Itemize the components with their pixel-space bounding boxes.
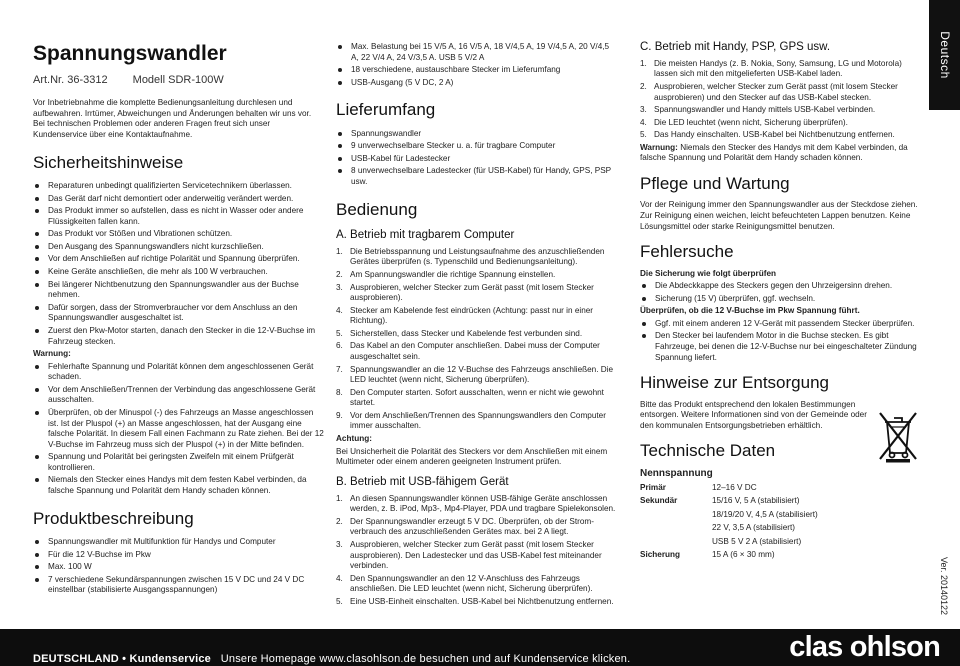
list-item: Spannungswandler (336, 129, 616, 140)
step-item: 3. Ausprobieren, welcher Stecker zum Gerät passt (mit losem Stecker ausprobieren). Den Ladestecker und das USB-Kabel fest miteinander verbinden. (336, 539, 602, 571)
step-item: 2. Ausprobieren, welcher Stecker zum Gerät passt (mit losem Stecker ausprobieren) und den Stecker auf das USB-Kabel stecken. (640, 81, 898, 102)
table-row: Sicherung 15 A (6 × 30 mm) (640, 550, 775, 560)
step-item: 5. Das Handy einschalten. USB-Kabel bei Nichtbenutzung entfernen. (640, 130, 895, 140)
list-item: Vor dem Anschließen/Trennen der Verbindung das angeschlossene Gerät ausschalten. (33, 385, 325, 406)
list-item: Max. Belastung bei 15 V/5 A, 16 V/5 A, 18 V/4,5 A, 19 V/4,5 A, 20 V/4,5 A, 22 V/4 A, 24 V/3,5 A. USB 5 V/2 A (336, 42, 616, 63)
step-item: 1. An diesen Spannungswandler können USB-fähige Geräte anschlossen werden, z. B. iPod, Mp3-, Mp4-Player, PDA und tragbare Spielekonsolen. (336, 493, 616, 514)
section-a-heading: A. Betrieb mit tragbarem Computer (336, 228, 515, 241)
entsorgung-text: Bitte das Produkt entsprechend den lokalen Bestimmungen entsorgen. Weitere Informationen sind von der Gemeinde oder den kommunalen Entsorgungsbetrieben erhältlich. (640, 399, 867, 430)
fehlersuche-list-1 (640, 281, 926, 304)
column-2 (336, 42, 616, 609)
step-item: 3. Spannungswandler und Handy mittels USB-Kabel verbinden. (640, 105, 876, 115)
article-number: Art.Nr. 36-3312 (33, 74, 108, 87)
list-item: Ggf. mit einem anderen 12 V-Gerät mit passendem Stecker überprüfen. (640, 319, 926, 330)
list-item: Das Gerät darf nicht demontiert oder anderweitig verändert werden. (33, 194, 325, 205)
bedienung-heading: Bedienung (336, 199, 418, 219)
step-item: 2. Am Spannungswandler die richtige Spannung einstellen. (336, 269, 556, 279)
safety-heading: Sicherheitshinweise (33, 152, 184, 172)
list-item: Vor dem Anschließen auf richtige Polarität und Spannung überprüfen. (33, 254, 325, 265)
step-item: 4. Den Spannungswandler an den 12 V-Anschluss des Fahrzeugs anschließen. Die LED leuchtet (wenn nicht, Sicherung überprüfen). (336, 573, 593, 594)
c-warning: Warnung: Niemals den Stecker des Handys mit dem Kabel verbinden, da falsche Spannung und Polarität dem Handy schaden können. (640, 142, 908, 163)
list-item: Fehlerhafte Spannung und Polarität können dem angeschlossenen Gerät schaden. (33, 362, 325, 383)
list-item: Spannung und Polarität bei geringsten Zweifeln mit einem Prüfgerät kontrollieren. (33, 452, 325, 473)
list-item: Bei längerer Nichtbenutzung den Spannungswandler aus der Buchse nehmen. (33, 280, 325, 301)
pflege-text: Vor der Reinigung immer den Spannungswandler aus der Steckdose ziehen. Zur Reinigung einen weichen, leicht befeuchteten Lappen benutzen. Keine Lösungsmittel oder starke Reinigungsmittel benutzen. (640, 200, 918, 231)
fehlersuche-list-2 (640, 319, 926, 363)
table-row: USB 5 V 2 A (stabilisiert) (712, 536, 802, 546)
list-item: Sicherung (15 V) überprüfen, ggf. wechseln. (640, 294, 926, 305)
fehlersuche-subheading-2: Überprüfen, ob die 12 V-Buchse im Pkw Spannung führt. (640, 306, 860, 316)
lieferumfang-list (336, 129, 616, 188)
step-item: 9. Vor dem Anschließen/Trennen des Spannungswandlers den Computer immer ausschalten. (336, 410, 606, 431)
pflege-heading: Pflege und Wartung (640, 174, 790, 194)
list-item: Keine Geräte anschließen, die mehr als 100 W verbrauchen. (33, 267, 325, 278)
step-item: 5. Sicherstellen, dass Stecker und Kabelende fest verbunden sind. (336, 328, 583, 338)
warning-label: Warnung: (33, 349, 71, 359)
footer-text: DEUTSCHLAND • Kundenservice Unsere Homepage www.clasohlson.de besuchen und auf Kundenservice klicken. (33, 653, 631, 665)
version-label: Ver. 20140122 (939, 556, 949, 616)
table-row: Primär 12–16 V DC (640, 482, 757, 492)
step-item: 7. Spannungswandler an die 12 V-Buchse des Fahrzeugs anschließen. Die LED leuchtet (wenn nicht, Sicherung überprüfen). (336, 364, 614, 385)
list-item: 18 verschiedene, austauschbare Stecker im Lieferumfang (336, 65, 616, 76)
language-tab-label: Deutsch (937, 31, 952, 79)
list-item: Für die 12 V-Buchse im Pkw (33, 550, 325, 561)
footer-service: Kundenservice (129, 653, 211, 665)
table-row: Sekundär 15/16 V, 5 A (stabilisiert) (640, 496, 800, 506)
step-item: 1. Die meisten Handys (z. B. Nokia, Sony, Samsung, LG und Motorola) lassen sich mit den mitgelieferten USB-Kabel laden. (640, 58, 902, 79)
safety-list (33, 181, 325, 347)
language-tab (929, 0, 960, 110)
step-item: 1. Die Betriebsspannung und Leistungsaufnahme des anzuschließenden Gerätes überprüfen (s. Typenschild und Bedienungsanleitung). (336, 246, 605, 267)
tech-data-table (640, 483, 926, 561)
weee-bin-icon (877, 409, 919, 463)
list-item: Das Produkt vor Stößen und Vibrationen schützen. (33, 229, 325, 240)
step-item: 4. Die LED leuchtet (wenn nicht, Sicherung überprüfen). (640, 117, 848, 127)
step-item: 4. Stecker am Kabelende fest eindrücken (Achtung: passt nur in einer Richtung). (336, 305, 594, 326)
list-item: Den Ausgang des Spannungswandlers nicht kurzschließen. (33, 242, 325, 253)
achtung-text: Bei Unsicherheit die Polarität des Steckers vor dem Anschließen mit einem Multimeter oder einem anderen geeigneten Instrument prüfen. (336, 446, 608, 467)
column-1 (33, 42, 325, 598)
fehlersuche-heading: Fehlersuche (640, 242, 734, 262)
column-3 (640, 40, 926, 564)
step-item: 6. Das Kabel an den Computer anschließen. Dabei muss der Computer ausgeschaltet sein. (336, 341, 600, 362)
brand-logo: clas ohlson (789, 631, 940, 663)
step-item: 5. Eine USB-Einheit einschalten. USB-Kabel bei Nichtbenutzung entfernen. (336, 596, 614, 606)
section-c-heading: C. Betrieb mit Handy, PSP, GPS usw. (640, 41, 831, 53)
entsorgung-heading: Hinweise zur Entsorgung (640, 373, 829, 393)
lieferumfang-heading: Lieferumfang (336, 100, 436, 120)
list-item: Überprüfen, ob der Minuspol (-) des Fahrzeugs an Masse angeschlossen ist. Ist der Pluspol (+) an Masse angeschlossen, hat der Ausgang eine falsche Polarität. In diesem Fall einen Fachmann zu Rate ziehen. Bei der 12 V-Buchse im Fahrzeug muss sich der Pluspol (+) in der Mitte befinden. (33, 408, 325, 450)
list-item: Spannungswandler mit Multifunktion für Handys und Computer (33, 537, 325, 548)
list-item: Dafür sorgen, dass der Stromverbraucher vor dem Anschluss an den Spannungswandler ausgeschaltet ist. (33, 303, 325, 324)
step-item: 8. Den Computer starten. Sofort ausschalten, wenn er nicht wie gewohnt startet. (336, 387, 604, 408)
section-b-steps (336, 494, 616, 608)
section-b-heading: B. Betrieb mit USB-fähigem Gerät (336, 475, 509, 488)
list-item: Zuerst den Pkw-Motor starten, danach den Stecker in die 12-V-Buchse im Fahrzeug stecken. (33, 326, 325, 347)
footer-bar (0, 629, 960, 666)
product-list-continued (336, 42, 616, 88)
tech-data-heading: Technische Daten (640, 441, 776, 461)
list-item: Den Stecker bei laufendem Motor in die Buchse stecken. Es gibt Fahrzeuge, bei denen die 12-V-Buchse nur bei eingeschalteter Zündung Spannung liefert. (640, 331, 926, 363)
warning-list (33, 362, 325, 497)
section-c-steps (640, 59, 926, 141)
list-item: 9 unverwechselbare Stecker u. a. für tragbare Computer (336, 141, 616, 152)
intro-text: Vor Inbetriebnahme die komplette Bedienungsanleitung durchlesen und aufbewahren. Irrtümer, Abweichungen und Änderungen behalten wir uns vor. Bei technischen Problemen oder anderen Fragen freut sich unser Kundenservice über eine Kontaktaufnahme. (33, 98, 312, 140)
list-item: USB-Kabel für Ladestecker (336, 154, 616, 165)
list-item: Max. 100 W (33, 562, 325, 573)
list-item: 8 unverwechselbare Ladestecker (für USB-Kabel) für Handy, GPS, PSP usw. (336, 166, 616, 187)
product-heading: Produktbeschreibung (33, 508, 194, 528)
page-title: Spannungswandler (33, 42, 227, 65)
article-info (33, 73, 325, 87)
tech-data-subheading: Nennspannung (640, 467, 713, 479)
footer-country: DEUTSCHLAND (33, 653, 119, 665)
achtung-label: Achtung: (336, 434, 372, 444)
footer-homepage: Unsere Homepage www.clasohlson.de besuchen und auf Kundenservice klicken. (220, 653, 631, 665)
step-item: 2. Der Spannungswandler erzeugt 5 V DC. Überprüfen, ob der Strom-verbrauch des anzuschließenden Gerätes max. bei 2 A liegt. (336, 516, 594, 537)
step-item: 3. Ausprobieren, welcher Stecker zum Gerät passt (mit losem Stecker ausprobieren). (336, 282, 594, 303)
section-a-steps (336, 247, 616, 432)
list-item: Reparaturen unbedingt qualifizierten Servicetechnikern überlassen. (33, 181, 325, 192)
list-item: USB-Ausgang (5 V DC, 2 A) (336, 78, 616, 89)
product-list (33, 537, 325, 596)
list-item: Das Produkt immer so aufstellen, dass es nicht in Wasser oder andere Flüssigkeiten fallen kann. (33, 206, 325, 227)
model-number: Modell SDR-100W (132, 74, 224, 87)
fehlersuche-subheading-1: Die Sicherung wie folgt überprüfen (640, 268, 777, 278)
table-row: 22 V, 3,5 A (stabilisiert) (712, 523, 795, 533)
table-row: 18/19/20 V, 4,5 A (stabilisiert) (712, 509, 818, 519)
list-item: Die Abdeckkappe des Steckers gegen den Uhrzeigersinn drehen. (640, 281, 926, 292)
list-item: Niemals den Stecker eines Handys mit dem festen Kabel verbinden, da falsche Spannung und Polarität dem Handy schaden können. (33, 475, 325, 496)
list-item: 7 verschiedene Sekundärspannungen zwischen 15 V DC und 24 V DC einstellbar (stabilisierte Ausgangsspannungen) (33, 575, 325, 596)
